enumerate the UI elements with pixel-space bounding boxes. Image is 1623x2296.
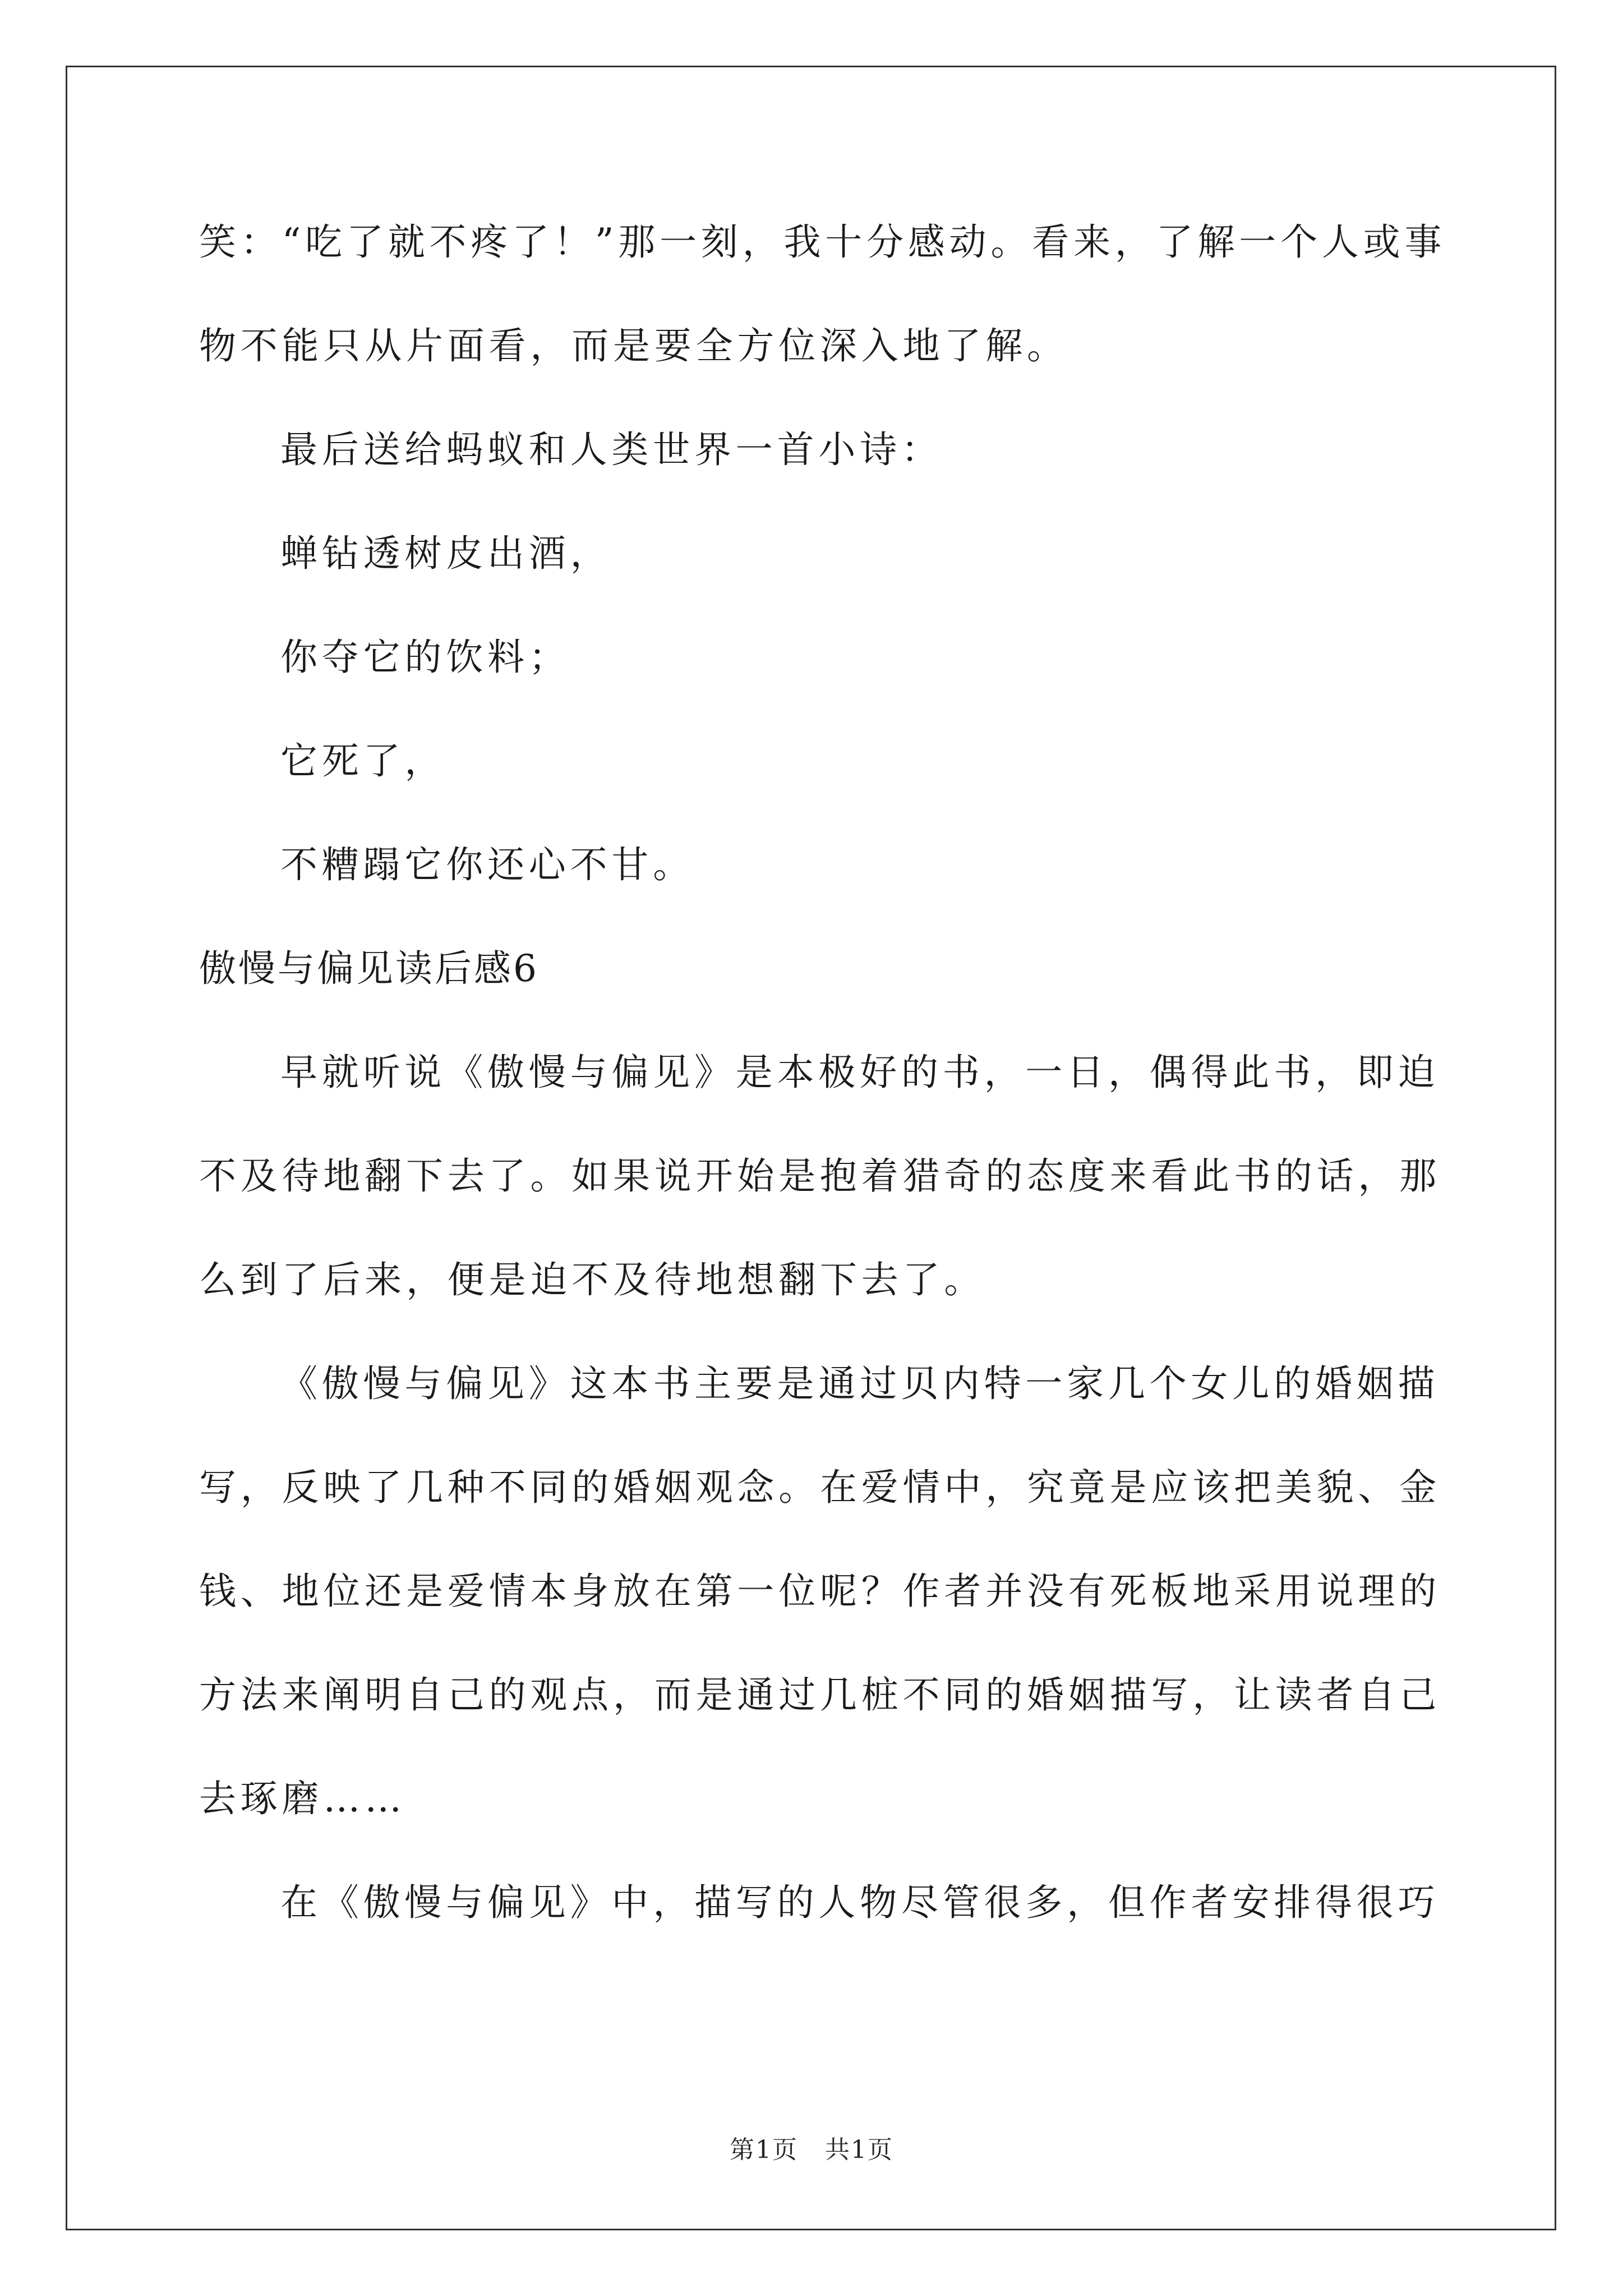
- paragraph-line: 去琢磨……: [199, 1777, 406, 1820]
- paragraph-line: 笑：“吃了就不疼了！”那一刻，我十分感动。看来，了解一个人或事: [199, 220, 1446, 264]
- page-number-footer: 第1页 共1页: [730, 2136, 893, 2164]
- section-heading: 傲慢与偏见读后感6: [199, 947, 539, 990]
- paragraph-line: 写，反映了几种不同的婚姻观念。在爱情中，究竟是应该把美貌、金: [199, 1466, 1441, 1509]
- paragraph-line: 早就听说《傲慢与偏见》是本极好的书，一日，偶得此书，即迫: [280, 1051, 1440, 1094]
- paragraph-line: 么到了后来，便是迫不及待地想翻下去了。: [199, 1258, 986, 1301]
- poem-line: 你夺它的饮料；: [280, 636, 570, 679]
- poem-line: 蝉钻透树皮出酒，: [280, 532, 612, 575]
- paragraph-line: 在《傲慢与偏见》中，描写的人物尽管很多，但作者安排得很巧: [280, 1881, 1440, 1924]
- paragraph-line: 方法来阐明自己的观点，而是通过几桩不同的婚姻描写，让读者自己: [199, 1673, 1441, 1717]
- paragraph-line: 物不能只从片面看，而是要全方位深入地了解。: [199, 324, 1068, 367]
- poem-line: 它死了，: [280, 739, 446, 783]
- paragraph-line: 钱、地位还是爱情本身放在第一位呢？作者并没有死板地采用说理的: [199, 1570, 1441, 1613]
- paragraph-line: 《傲慢与偏见》这本书主要是通过贝内特一家几个女儿的婚姻描: [280, 1362, 1440, 1405]
- paragraph-line: 最后送给蚂蚁和人类世界一首小诗：: [280, 428, 943, 471]
- poem-line: 不糟蹋它你还心不甘。: [280, 843, 694, 886]
- paragraph-line: 不及待地翻下去了。如果说开始是抱着猎奇的态度来看此书的话，那: [199, 1154, 1441, 1198]
